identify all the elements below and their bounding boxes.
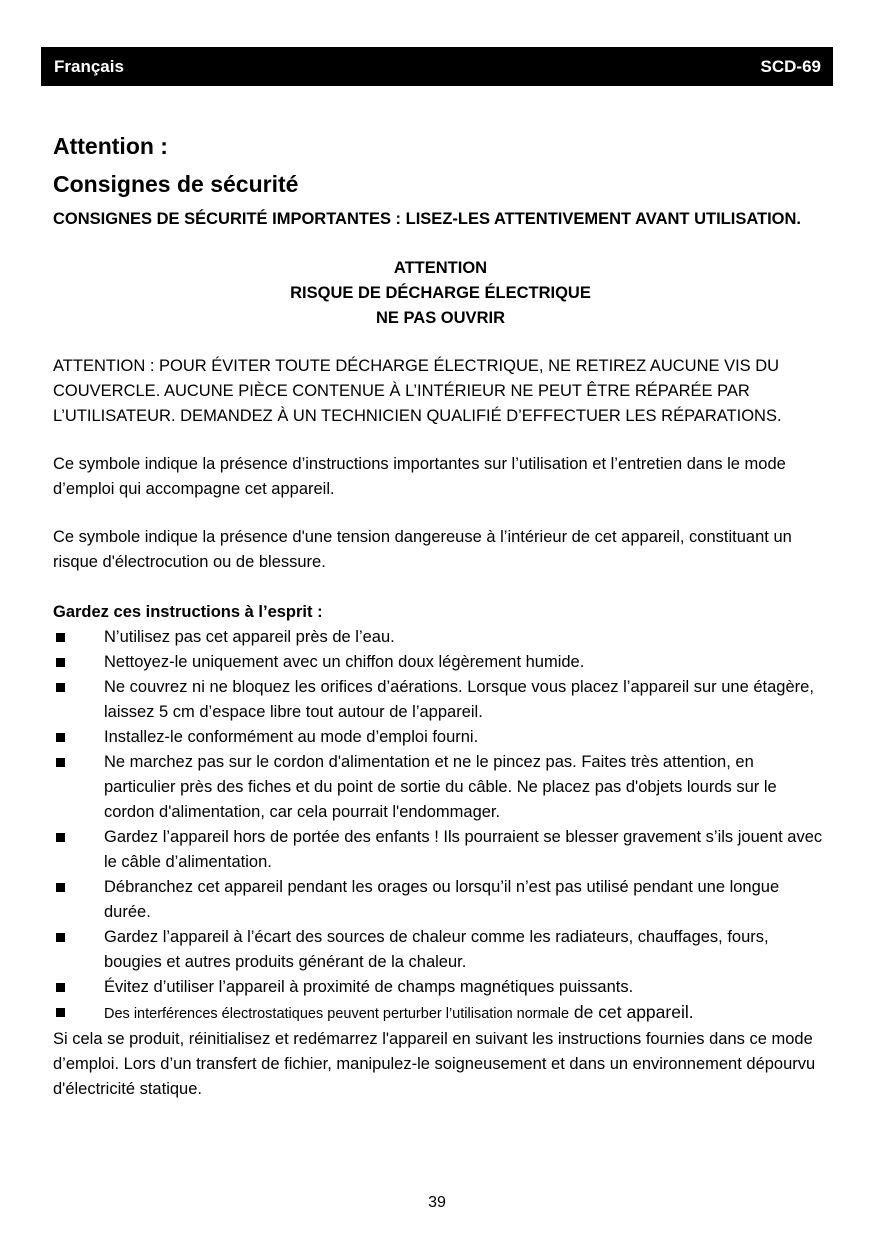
bullet-square-icon: [56, 833, 65, 842]
list-item: Gardez l’appareil hors de portée des enfants ! Ils pourraient se blesser gravement s’ils jouent avec le câble d’alimentation.: [53, 825, 828, 875]
bullet-square-icon: [56, 733, 65, 742]
page-header: [41, 47, 833, 86]
warning-line: NE PAS OUVRIR: [376, 309, 505, 327]
list-item: Gardez l’appareil à l’écart des sources de chaleur comme les radiateurs, chauffages, fours, bougies et autres produits générant de la chaleur.: [53, 925, 828, 975]
header-language: Français: [54, 56, 124, 76]
static-electricity-text: Si cela se produit, réinitialisez et redémarrez l'appareil en suivant les instructions fournies dans ce mode d’emploi. Lors d’un transfert de fichier, manipulez-le soigneusement et dans un environnement dépourvu d'électricité statique.: [53, 1030, 816, 1098]
warning-block: [53, 256, 828, 331]
keep-instructions-heading: Gardez ces instructions à l’esprit :: [53, 603, 323, 621]
intro-text: CONSIGNES DE SÉCURITÉ IMPORTANTES : LISEZ-LES ATTENTIVEMENT AVANT UTILISATION.: [53, 210, 802, 228]
bullet-square-icon: [56, 633, 65, 642]
warning-line: ATTENTION: [393, 259, 488, 277]
title-safety: Consignes de sécurité: [53, 171, 299, 197]
warning-line: RISQUE DE DÉCHARGE ÉLECTRIQUE: [290, 284, 591, 302]
instructions-list: [53, 625, 828, 1027]
header-model: SCD-69: [760, 56, 821, 76]
list-item: N’utilisez pas cet appareil près de l’eau.: [53, 625, 828, 650]
page-number: 39: [428, 1194, 446, 1211]
list-item: Ne couvrez ni ne bloquez les orifices d’aérations. Lorsque vous placez l’appareil sur une étagère, laissez 5 cm d’espace libre tout autour de l’appareil.: [53, 675, 828, 725]
bullet-square-icon: [56, 658, 65, 667]
list-item: Des interférences électrostatiques peuvent perturber l’utilisation normale de cet appareil.: [53, 1000, 828, 1027]
symbol-instructions-text: Ce symbole indique la présence d’instructions importantes sur l’utilisation et l’entretien dans le mode d’emploi qui accompagne cet appareil.: [53, 455, 786, 498]
bullet-square-icon: [56, 758, 65, 767]
bullet-square-icon: [56, 983, 65, 992]
list-item: Nettoyez-le uniquement avec un chiffon doux légèrement humide.: [53, 650, 828, 675]
page-content: [53, 127, 828, 1102]
list-item: Évitez d’utiliser l’appareil à proximité de champs magnétiques puissants.: [53, 975, 828, 1000]
list-item: Débranchez cet appareil pendant les orages ou lorsqu’il n’est pas utilisé pendant une longue durée.: [53, 875, 828, 925]
bullet-square-icon: [56, 933, 65, 942]
symbol-voltage-text: Ce symbole indique la présence d'une tension dangereuse à l’intérieur de cet appareil, constituant un risque d'électrocution ou de blessure.: [53, 528, 792, 571]
title-attention: Attention :: [53, 133, 168, 159]
bullet-square-icon: [56, 1008, 65, 1017]
bullet-square-icon: [56, 883, 65, 892]
list-item: Installez-le conformément au mode d’emploi fourni.: [53, 725, 828, 750]
bullet-square-icon: [56, 683, 65, 692]
caution-text: ATTENTION : POUR ÉVITER TOUTE DÉCHARGE ÉLECTRIQUE, NE RETIREZ AUCUNE VIS DU COUVERCLE. AUCUNE PIÈCE CONTENUE À L’INTÉRIEUR NE PEUT ÊTRE RÉPARÉE PAR L’UTILISATEUR. DEMANDEZ À UN TECHNICIEN QUALIFIÉ D’EFFECTUER LES RÉPARATIONS.: [53, 357, 782, 425]
list-item: Ne marchez pas sur le cordon d'alimentation et ne le pincez pas. Faites très attention, en particulier près des fiches et du point de sortie du câble. Ne placez pas d'objets lourds sur le cordon d'alimentation, car cela pourrait l'endommager.: [53, 750, 828, 825]
